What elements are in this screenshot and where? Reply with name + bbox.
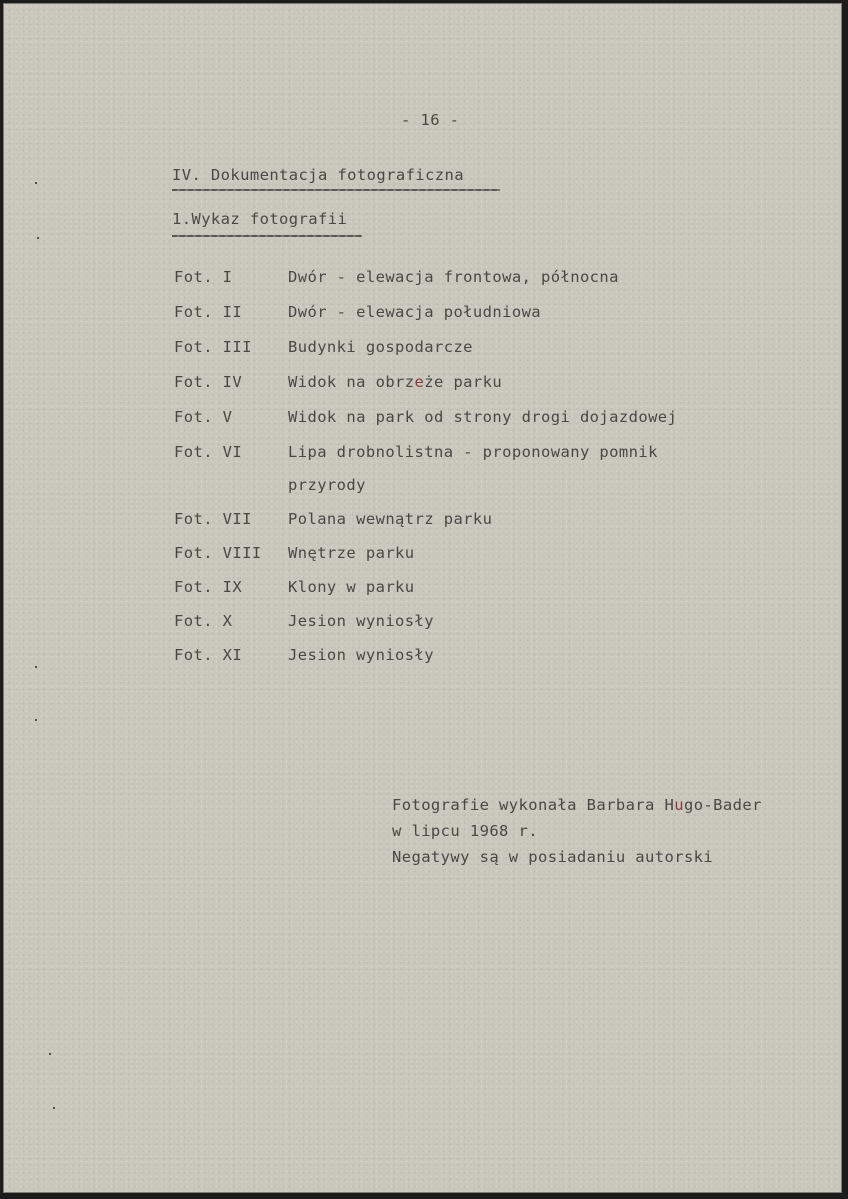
scan-speck: [35, 719, 37, 721]
photo-description: Polana wewnątrz parku: [288, 510, 493, 528]
red-correction-letter: e: [414, 373, 425, 391]
photo-description: Dwór - elewacja frontowa, północna: [288, 268, 619, 286]
section-heading: IV. Dokumentacja fotograficzna: [172, 166, 464, 184]
scan-speck: [53, 1107, 55, 1109]
photo-number: Fot. VIII: [174, 544, 262, 562]
photo-number: Fot. V: [174, 408, 233, 426]
page-number: - 16 -: [401, 111, 460, 129]
photo-number: Fot. VI: [174, 443, 243, 461]
photo-description-part: Widok na obrz: [288, 373, 415, 391]
photo-number: Fot. IX: [174, 578, 243, 596]
photo-description-part: że parku: [424, 373, 503, 391]
credit-text: Fotografie wykonała Barbara H: [392, 796, 675, 814]
credit-line: [392, 796, 762, 814]
photo-number: Fot. XI: [174, 646, 243, 664]
credit-date: w lipcu 1968 r.: [392, 822, 538, 840]
photo-number: Fot. IV: [174, 373, 243, 391]
sub-heading-underline: [172, 235, 362, 237]
section-heading-underline: [172, 189, 500, 191]
credit-text: go-Bader: [683, 796, 762, 814]
photo-number: Fot. X: [174, 612, 233, 630]
document-page: [3, 3, 842, 1193]
sub-heading: 1.Wykaz fotografii: [172, 210, 348, 228]
photo-description: Wnętrze parku: [288, 544, 415, 562]
photo-number: Fot. II: [174, 303, 243, 321]
photo-description: Budynki gospodarcze: [288, 338, 473, 356]
photo-description-continued: przyrody: [288, 476, 366, 494]
photo-number: Fot. VII: [174, 510, 252, 528]
photo-description: Lipa drobnolistna - proponowany pomnik: [288, 443, 658, 461]
photo-description: Jesion wyniosły: [288, 612, 434, 630]
photo-description: Jesion wyniosły: [288, 646, 434, 664]
photo-description: Dwór - elewacja południowa: [288, 303, 542, 321]
red-correction-letter: u: [674, 796, 684, 814]
photo-description: [288, 373, 502, 391]
photo-description: Klony w parku: [288, 578, 415, 596]
photo-description: Widok na park od strony drogi dojazdowej: [288, 408, 678, 426]
photo-number: Fot. I: [174, 268, 233, 286]
scan-speck: [35, 666, 37, 668]
scan-speck: [37, 237, 39, 239]
credit-negatives-note: Negatywy są w posiadaniu autorski: [392, 848, 714, 866]
scan-speck: [49, 1053, 51, 1055]
photo-number: Fot. III: [174, 338, 252, 356]
scan-speck: [35, 182, 37, 184]
